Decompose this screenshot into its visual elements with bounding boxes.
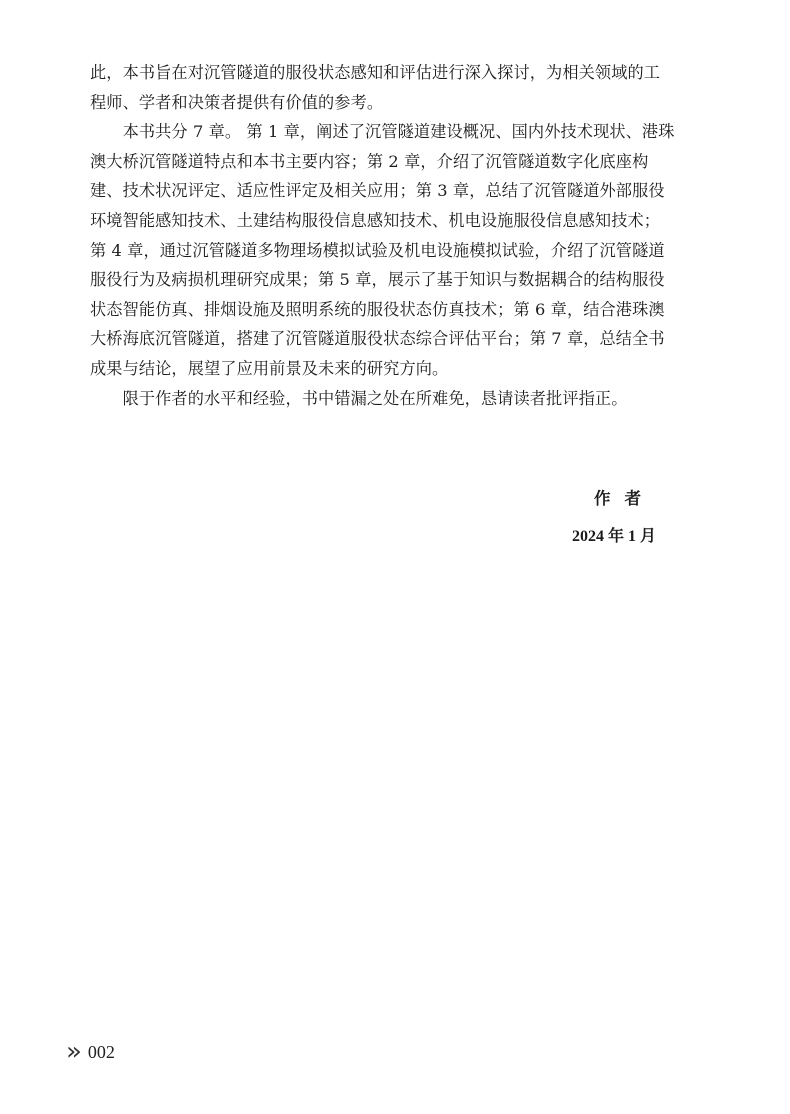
text-line: 环境智能感知技术、土建结构服役信息感知技术、机电设施服役信息感知技术； bbox=[90, 210, 661, 230]
text-line: 程师、学者和决策者提供有价值的参考。 bbox=[90, 92, 384, 112]
author-signature: 作者 bbox=[594, 489, 655, 508]
text-line: 大桥海底沉管隧道，搭建了沉管隧道服役状态综合评估平台；第 7 章，总结全书 bbox=[90, 329, 665, 349]
text-line: 第 4 章，通过沉管隧道多物理场模拟试验及机电设施模拟试验，介绍了沉管隧道 bbox=[90, 240, 665, 260]
text-line: 澳大桥沉管隧道特点和本书主要内容；第 2 章，介绍了沉管隧道数字化底座构 bbox=[90, 151, 649, 171]
text-line: 状态智能仿真、排烟设施及照明系统的服役状态仿真技术；第 6 章，结合港珠澳 bbox=[90, 299, 665, 319]
page-footer bbox=[66, 1036, 115, 1068]
text-line: 服役行为及病损机理研究成果；第 5 章，展示了基于知识与数据耦合的结构服役 bbox=[90, 270, 665, 290]
text-line: 限于作者的水平和经验，书中错漏之处在所难免，恳请读者批评指正。 bbox=[90, 388, 628, 408]
double-chevron-right-icon: » bbox=[66, 1037, 82, 1067]
page-number: 002 bbox=[87, 1042, 115, 1062]
text-line: 成果与结论，展望了应用前景及未来的研究方向。 bbox=[90, 358, 449, 378]
text-line: 此，本书旨在对沉管隧道的服役状态感知和评估进行深入探讨，为相关领域的工 bbox=[90, 63, 661, 82]
signature-date: 2024 年 1 月 bbox=[572, 528, 657, 545]
text-line: 本书共分 7 章。 第 1 章，阐述了沉管隧道建设概况、国内外技术现状、港珠 bbox=[90, 122, 675, 142]
preface-text bbox=[90, 58, 710, 413]
text-line: 建、技术状况评定、适应性评定及相关应用；第 3 章，总结了沉管隧道外部服役 bbox=[90, 181, 665, 201]
